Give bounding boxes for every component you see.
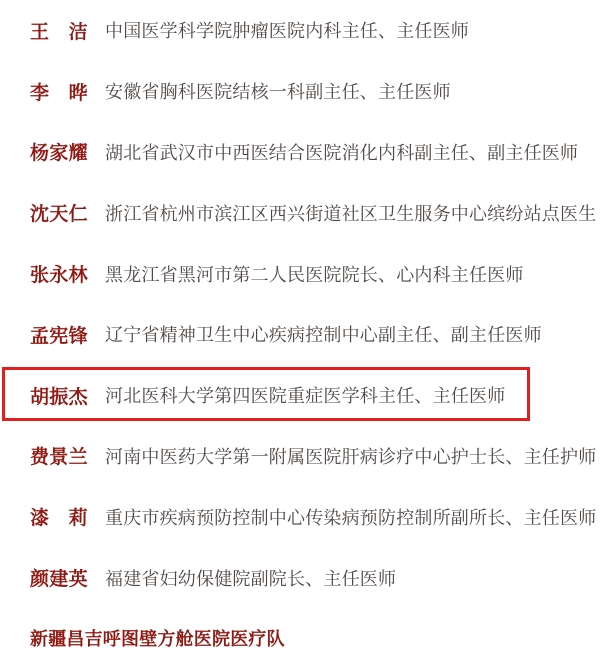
person-name: 王 洁: [30, 21, 88, 43]
list-item: [0, 486, 600, 547]
section-heading-row: [0, 608, 600, 669]
section-heading: 新疆昌吉呼图壁方舱医院医疗队: [30, 629, 285, 650]
person-name: 李 晔: [30, 82, 88, 104]
person-title: 浙江省杭州市滨江区西兴街道社区卫生服务中心缤纷站点医生: [105, 203, 597, 224]
list-item: [0, 0, 600, 61]
person-name: 杨家耀: [30, 143, 88, 165]
person-title: 中国医学科学院肿瘤医院内科主任、主任医师: [105, 21, 469, 42]
person-title: 黑龙江省黑河市第二人民医院院长、心内科主任医师: [105, 264, 524, 285]
list-item: [0, 182, 600, 243]
list-item: [0, 243, 600, 304]
list-item: [0, 122, 600, 183]
person-title: 湖北省武汉市中西医结合医院消化内科副主任、副主任医师: [105, 142, 579, 163]
list-item: [0, 304, 600, 365]
person-title: 福建省妇幼保健院副院长、主任医师: [105, 568, 397, 589]
person-title: 河南中医药大学第一附属医院肝病诊疗中心护士长、主任护师: [105, 446, 597, 467]
list-item-highlighted: [0, 365, 600, 426]
person-title: 安徽省胸科医院结核一科副主任、主任医师: [105, 82, 451, 103]
list-item: [0, 426, 600, 487]
person-title: 河北医科大学第四医院重症医学科主任、主任医师: [105, 386, 506, 407]
person-title: 辽宁省精神卫生中心疾病控制中心副主任、副主任医师: [105, 325, 542, 346]
list-item: [0, 61, 600, 122]
person-name: 费景兰: [30, 447, 88, 469]
person-name: 沈天仁: [30, 204, 88, 226]
person-name: 漆 莉: [30, 508, 88, 530]
person-name: 胡振杰: [30, 386, 88, 408]
person-name: 孟宪锋: [30, 325, 88, 347]
list-item: [0, 547, 600, 608]
person-name: 颜建英: [30, 569, 88, 591]
person-title: 重庆市疾病预防控制中心传染病预防控制所副所长、主任医师: [105, 507, 597, 528]
person-name: 张永林: [30, 265, 88, 287]
